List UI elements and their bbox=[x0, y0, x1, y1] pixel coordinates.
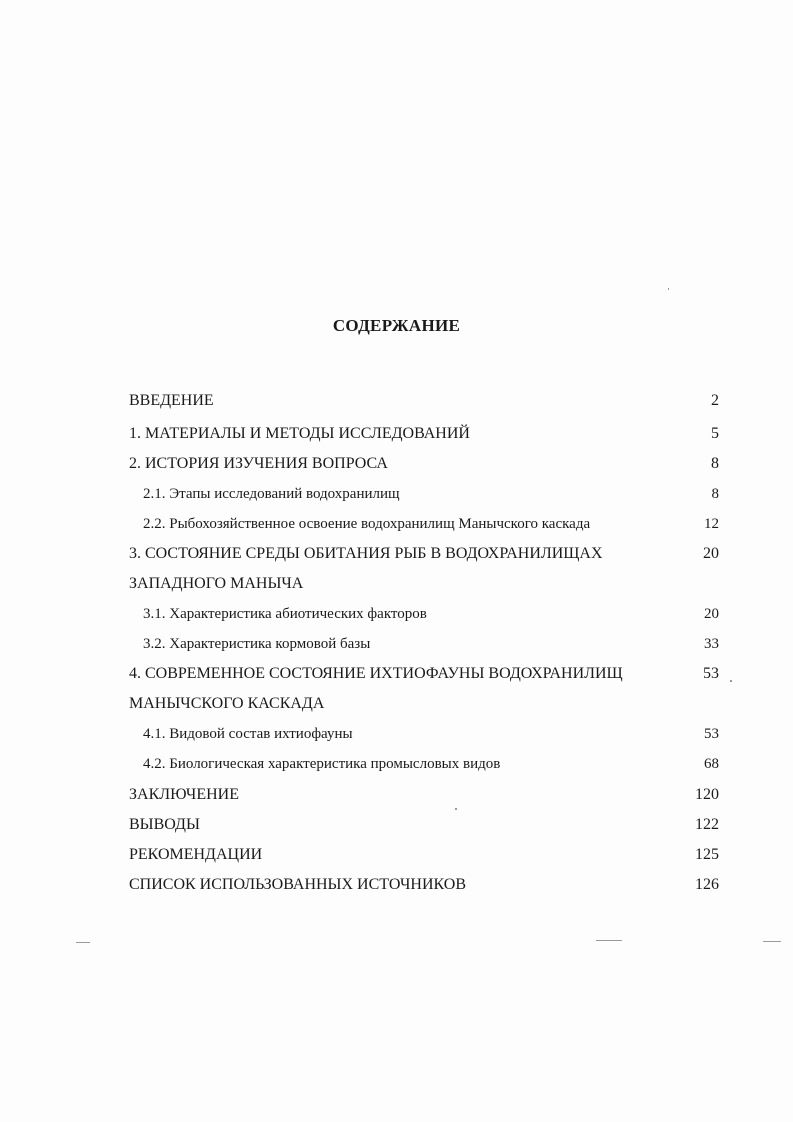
toc-entry-section-4-1 bbox=[0, 723, 793, 745]
toc-entry-page: 125 bbox=[695, 846, 719, 863]
toc-entry-page: 8 bbox=[711, 486, 719, 502]
toc-entry-findings bbox=[0, 814, 793, 836]
toc-entry-introduction bbox=[0, 390, 793, 412]
toc-entry-label: ЗАКЛЮЧЕНИЕ bbox=[129, 786, 239, 803]
toc-entry-chapter-2 bbox=[0, 453, 793, 475]
toc-entry-chapter-4-continued bbox=[0, 693, 793, 715]
toc-entry-label: МАНЫЧСКОГО КАСКАДА bbox=[129, 695, 325, 712]
toc-entry-label: 3. СОСТОЯНИЕ СРЕДЫ ОБИТАНИЯ РЫБ В ВОДОХРАНИЛИЩАХ bbox=[129, 545, 603, 562]
toc-entry-label: 2.1. Этапы исследований водохранилищ bbox=[143, 486, 400, 502]
toc-entry-references bbox=[0, 874, 793, 896]
toc-entry-chapter-3-continued bbox=[0, 573, 793, 595]
toc-entry-chapter-3 bbox=[0, 543, 793, 565]
toc-entry-label: 4. СОВРЕМЕННОЕ СОСТОЯНИЕ ИХТИОФАУНЫ ВОДОХРАНИЛИЩ bbox=[129, 665, 623, 682]
toc-entry-label: ВВЕДЕНИЕ bbox=[129, 392, 214, 409]
toc-entry-label: СПИСОК ИСПОЛЬЗОВАННЫХ ИСТОЧНИКОВ bbox=[129, 876, 467, 893]
toc-entry-page: 68 bbox=[704, 756, 719, 772]
toc-entry-page: 20 bbox=[703, 545, 719, 562]
toc-entry-page: 122 bbox=[695, 816, 719, 833]
toc-entry-chapter-4 bbox=[0, 663, 793, 685]
toc-entry-label: 4.2. Биологическая характеристика промысловых видов bbox=[143, 756, 501, 772]
toc-entry-section-4-2 bbox=[0, 753, 793, 775]
toc-entry-label: 2. ИСТОРИЯ ИЗУЧЕНИЯ ВОПРОСА bbox=[129, 455, 388, 472]
toc-entry-recommendations bbox=[0, 844, 793, 866]
toc-entry-section-3-1 bbox=[0, 603, 793, 625]
scan-artifact bbox=[668, 288, 669, 290]
scan-artifact bbox=[596, 940, 622, 941]
toc-entry-label: ЗАПАДНОГО МАНЫЧА bbox=[129, 575, 304, 592]
toc-entry-page: 5 bbox=[711, 425, 719, 442]
toc-entry-label: ВЫВОДЫ bbox=[129, 816, 200, 833]
toc-entry-page: 20 bbox=[704, 606, 719, 622]
page-title: СОДЕРЖАНИЕ bbox=[332, 316, 461, 335]
toc-entry-page: 12 bbox=[704, 516, 719, 532]
toc-entry-label: 3.1. Характеристика абиотических факторов bbox=[143, 606, 427, 622]
toc-entry-page: 53 bbox=[704, 726, 719, 742]
toc-entry-page: 120 bbox=[695, 786, 719, 803]
toc-entry-label: 3.2. Характеристика кормовой базы bbox=[143, 636, 371, 652]
toc-entry-page: 33 bbox=[704, 636, 719, 652]
toc-entry-chapter-1 bbox=[0, 423, 793, 445]
toc-entry-label: РЕКОМЕНДАЦИИ bbox=[129, 846, 263, 863]
scan-artifact bbox=[763, 941, 781, 942]
toc-entry-section-2-1 bbox=[0, 483, 793, 505]
toc-entry-page: 53 bbox=[703, 665, 719, 682]
toc-entry-conclusion bbox=[0, 784, 793, 806]
toc-entry-section-3-2 bbox=[0, 633, 793, 655]
scan-artifact bbox=[455, 808, 457, 810]
toc-entry-page: 8 bbox=[711, 455, 719, 472]
toc-entry-section-2-2 bbox=[0, 513, 793, 535]
toc-entry-page: 2 bbox=[711, 392, 719, 409]
toc-entry-label: 4.1. Видовой состав ихтиофауны bbox=[143, 726, 353, 742]
scan-artifact bbox=[76, 942, 90, 943]
toc-entry-label: 2.2. Рыбохозяйственное освоение водохранилищ Манычского каскада bbox=[143, 516, 591, 532]
toc-entry-label: 1. МАТЕРИАЛЫ И МЕТОДЫ ИССЛЕДОВАНИЙ bbox=[129, 425, 470, 442]
scan-artifact bbox=[730, 680, 732, 682]
toc-entry-page: 126 bbox=[695, 876, 719, 893]
